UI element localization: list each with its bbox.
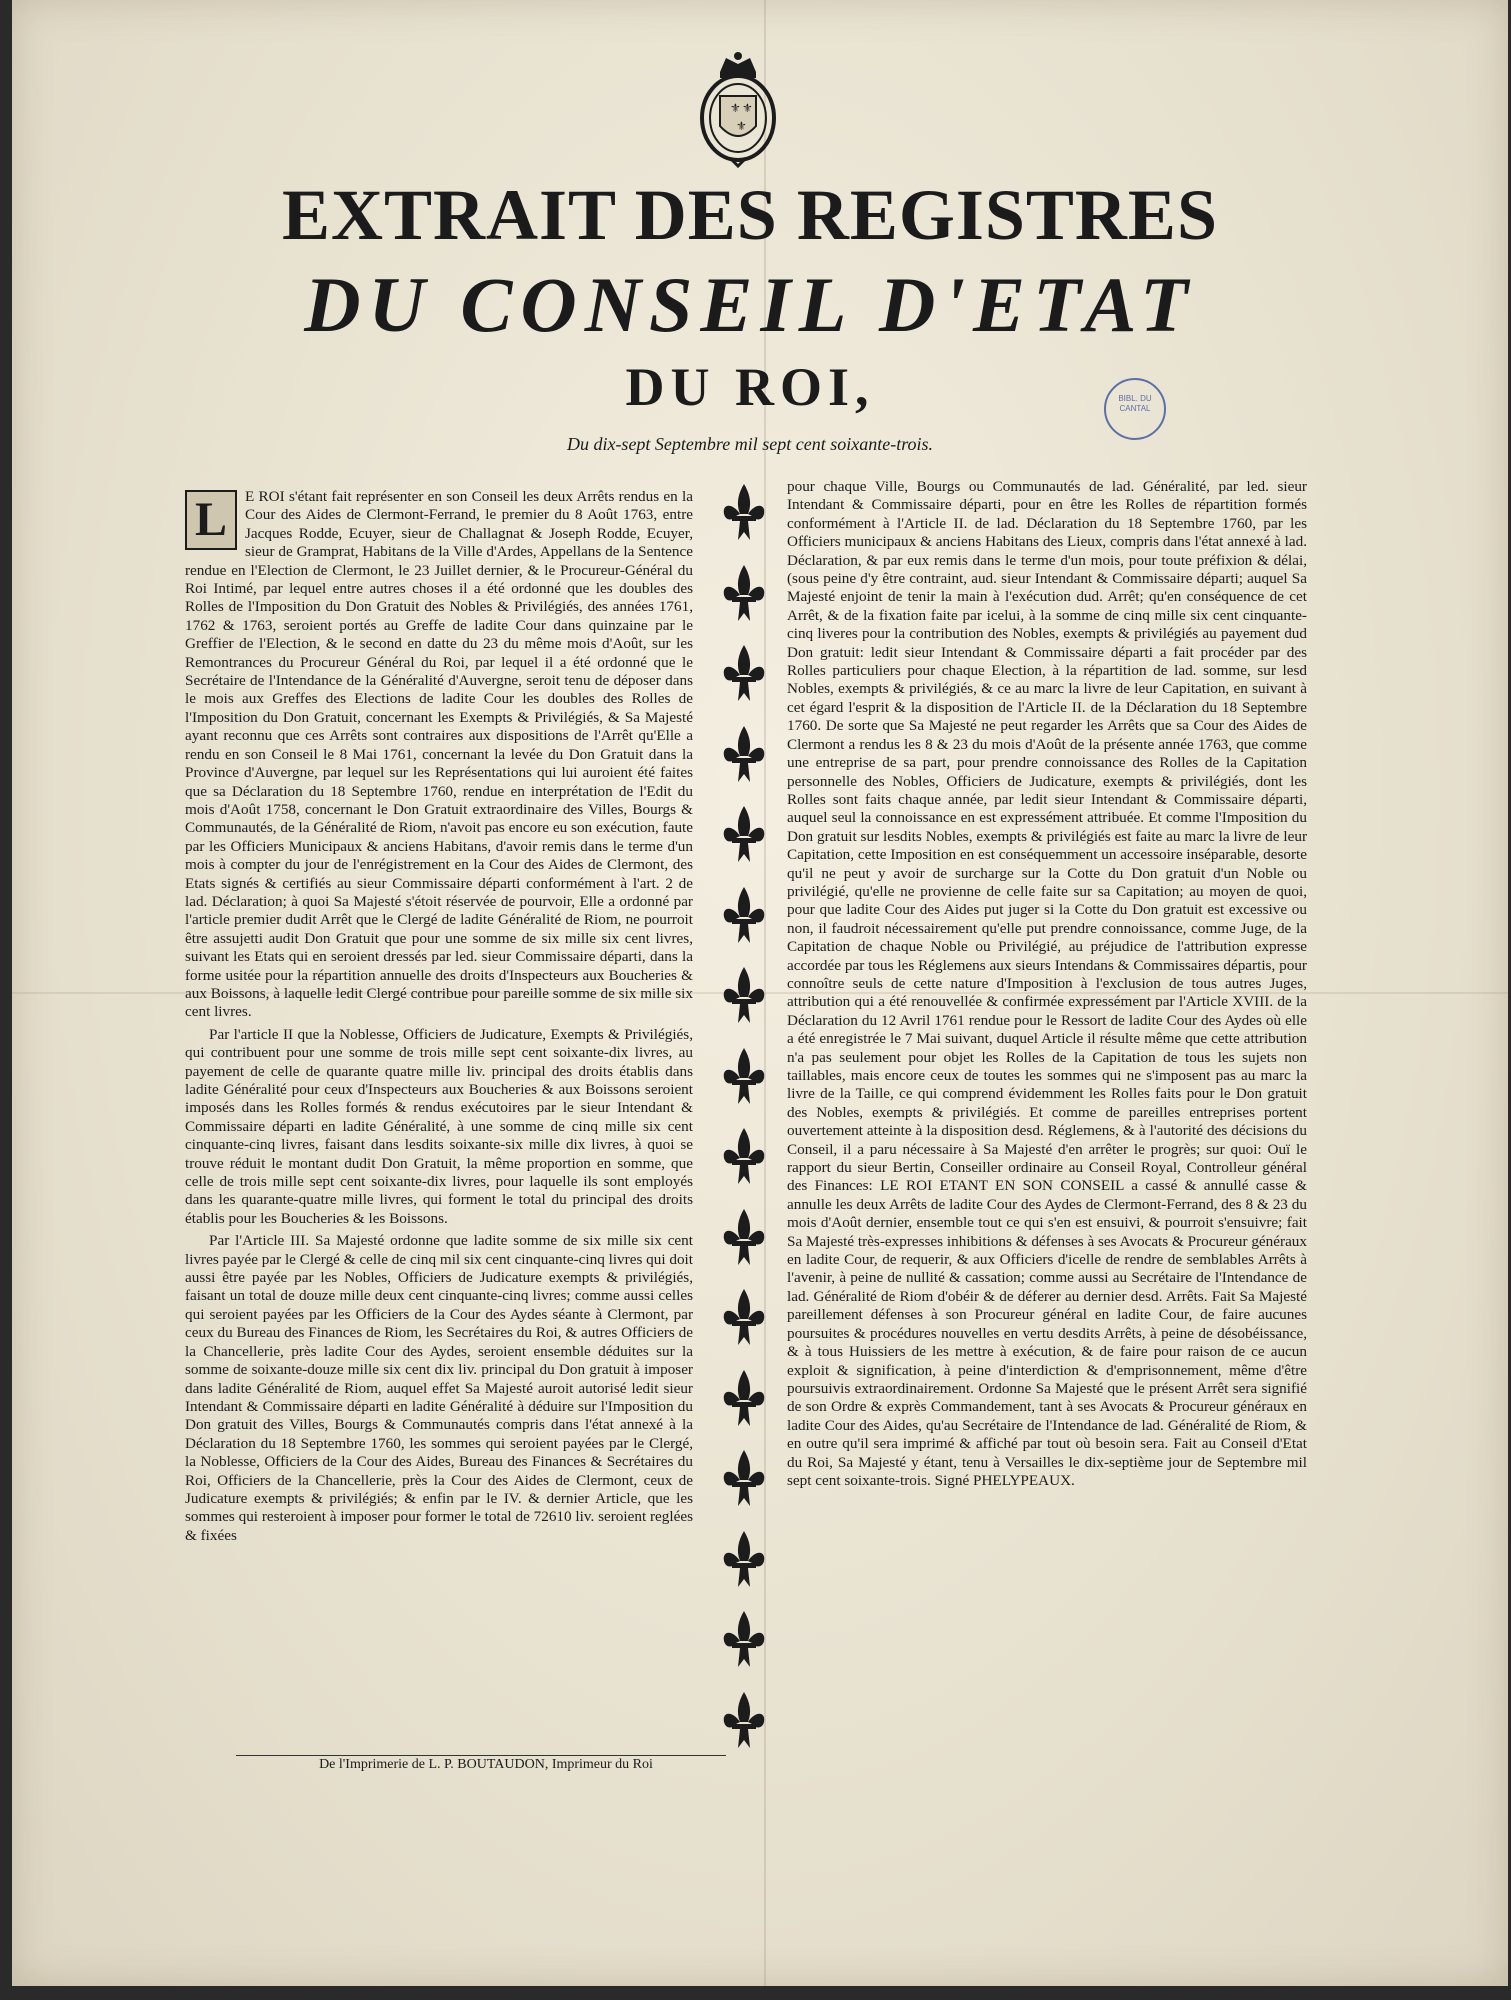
fleur-de-lis-icon — [720, 965, 768, 1029]
stamp-text: BIBL. DU CANTAL — [1118, 394, 1152, 413]
fleur-de-lis-icon — [720, 804, 768, 868]
dropcap: L — [185, 490, 237, 550]
right-paragraph: pour chaque Ville, Bourgs ou Communautés de lad. Généralité, par led. sieur Intendant & Commissaire départi, pour en être les Rolles de répartition formés conformément à l'Article II. de lad. Déclaration du 18 Septembre 1760, par les Officiers municipaux & anciens Habitans des Lieux, compris dans l'état annexé à lad. Déclaration, & par eux remis dans le terme d'un mois, pour toute préfixion & délai, (sous peine d'y être contraint, aud. sieur Intendant & Commissaire départi; auquel Sa Majesté enjoint de tenir la main à l'exécution dud. Arrêt; qu'en conséquence de cet Arrêt, & de la fixation faite par icelui, à la somme de cinq mille six cent cinquante-cinq liveres pour la contribution des Nobles, exempts & privilégiés au payement dud Don gratuit: ledit sieur Intendant & Commissaire départi a fait procéder par des Rolles particuliers pour chaque Election, à la répartition de lad. somme, sur lesd Nobles, exempts & privilégiés, & ce au marc la livre de leur Capitation, en suivant à cet égard l'esprit & la disposition de l'Article II. de la Déclaration du 18 Septembre 1760. De sorte que Sa Majesté ne peut regarder les Arrêts que sa Cour des Aides de Clermont a rendus les 8 & 23 du mois d'Août de la présente année 1763, que comme une entreprise de sa part, pour prendre connoissance des Rolles de la Capitation personnelle des Nobles, Officiers de Judicature, exempts & privilégiés, dont les Rolles sont faits chaque année, par ledit sieur Intendant & Commissaire départi, auquel seul la connoissance en est expressément attribuée. Et comme l'Imposition du Don gratuit sur lesdits Nobles, exempts & privilégiés est faite au marc la livre de leur Capitation, cette Imposition en est conséquemment un accessoire inséparable, desorte qu'il ne peut y avoir de surcharge sur la Cotte du Don gratuit d'un Noble ou privilégié, qu'elle ne provienne de celle faite sur sa Capitation; au moyen de quoi, pour que ladite Cour des Aides put juger si la Cotte du Don gratuit est excessive ou non, il faudroit nécessairement qu'elle put prendre connoissance, comme Juge, de la Capitation de chaque Noble ou Privilégié, au préjudice de l'attribution expresse accordée par tous les Réglemens aux sieurs Intendans & Commissaires départis, pour connoître seuls de cette nature d'Imposition à l'exclusion de tous autres Juges, attribution qui a été renouvellée & confirmée expressément par l'Article XVIII. de la Déclaration du 12 Avril 1761 rendue pour le Ressort de ladite Cour des Aydes où elle a été enregistrée le 7 Mai suivant, duquel Article il résulte même que cette attribution n'a pas seulement pour objet les Rolles de la Capitation de tous les sujets non taillables, mais encore ceux de toutes les sommes qui ne s'imposent pas au marc la livre de la Taille, ce qui comprend évidemment les Rolles faits pour le Don gratuit des Nobles, exempts & privilégiés. Et comme de pareilles entreprises portent ouvertement atteinte à la disposition desd. Réglemens, & à l'autorité des décisions du Conseil, il a paru nécessaire à Sa Majesté d'en arrêter le progrès; sur quoi: Ouï le rapport du sieur Bertin, Conseiller ordinaire au Conseil Royal, Controlleur général des Finances: LE ROI ETANT EN SON CONSEIL a cassé & annullé casse & annulle les deux Arrêts de ladite Cour des Aydes de Clermont-Ferrand, des 8 & 23 du mois d'Août dernier, ensemble tout ce qui s'en est ensuivi, & pourroit s'ensuivre; fait Sa Majesté très-expresses inhibitions & défenses à ses Avocats & Procureur généraux en ladite Cour, de requerir, & aux Officiers d'icelle de rendre de semblables Arrêts à l'avenir, à peine de nullité & cassation; comme aussi au Secrétaire de l'Intendance de lad. Généralité de Riom d'obéir & de déferer au dernier desd. Arrêts. Fait Sa Majesté pareillement défenses à son Procureur général en ladite Cour, de faire aucunes poursuites & procédures nouvelles en vertu desdits Arrêts, à peine de désobéissance, & à tous Huissiers de les mettre à exécution, & de faire pour raison de ce aucun exploit & signification, à peine d'interdiction & d'emprisonnement, même d'être poursuivis extraordinairement. Ordonne Sa Majesté que le présent Arrêt sera signifié de son Ordre & exprès Commandement, tant à ses Avocats & Procureur généraux en ladite Cour des Aides, qu'au Secrétaire de l'Intendance de lad. Généralité de Riom, & en outre qu'il sera imprimé & affiché par tout où besoin sera. Fait au Conseil d'Etat du Roi, Sa Majesté y étant, tenu à Versailles le dix-septième jour de Septembre mil sept cent soixante-trois. Signé PHELYPEAUX. — [787, 478, 1307, 1489]
fleur-de-lis-icon — [720, 643, 768, 707]
fleur-de-lis-icon — [720, 1609, 768, 1673]
fleur-de-lis-icon — [720, 1529, 768, 1593]
library-stamp — [1104, 378, 1166, 440]
left-paragraph — [185, 488, 693, 1022]
fleur-de-lis-icon — [720, 482, 768, 546]
fleur-de-lis-icon — [720, 1046, 768, 1110]
printer-imprint: De l'Imprimerie de L. P. BOUTAUDON, Imprimeur du Roi — [319, 1757, 653, 1772]
left-paragraph-text: E ROI s'étant fait représenter en son Conseil les deux Arrêts rendus en la Cour des Aides de Clermont-Ferrand, le premier du 8 Août 1763, entre Jacques Rodde, Ecuyer, sieur de Challagnat & Joseph Rodde, Ecuyer, sieur de Gramprat, Habitans de la Ville d'Ardes, Appellans de la Sentence rendue en l'Election de Clermont, le 23 Juillet dernier, & le Procureur-Général du Roi Intimé, par lequel entre autres choses il a été ordonné que les doubles des Rolles de l'Imposition du Don Gratuit des Nobles & Privilégiés, des années 1761, 1762 & 1763, seroient portés au Greffe de ladite Cour dans quinzaine par le Greffier de l'Election, & le second en datte du 23 du même mois d'Août, sur les Remontrances du Procureur Général du Roi, par lequel il a été ordonné que le Secrétaire de l'Intendance de la Généralité d'Auvergne, seroit tenu de déposer dans le mois aux Greffes des Elections de ladite Cour les doubles des Rolles de l'Imposition du Don Gratuit, concernant les Exempts & Privilégiés, & Sa Majesté ayant reconnu que ces Arrêts sont contraires aux dispositions de l'Arrêt qu'Elle a rendu en son Conseil le 8 Mai 1761, concernant la levée du Don Gratuit dans la Province d'Auvergne, par lequel sur les Représentations qui lui auroient été faites que sa Déclaration du 18 Septembre 1760, rendue en interprétation de l'Edit du mois d'Août 1758, concernant le Don Gratuit extraordinaire des Villes, Bourgs & Communautés, de la Généralité de Riom, n'avoit pas encore eu son exécution, faute par les Officiers Municipaux & anciens Habitans, d'avoir remis dans le terme d'un mois à compter du jour de l'enrégistrement en la Cour des Aides de Clermont, des Etats signés & certifiés au sieur Commissaire départi conformément à l'art. 2 de lad. Déclaration; à quoi Sa Majesté s'étoit réservée de pourvoir, Elle a ordonné par l'article premier dudit Arrêt que le Clergé de ladite Généralité de Riom, ne pourroit être assujetti audit Don Gratuit que pour une somme de six mille six cent livres, suivant les Etats qui en seroient dressés par led. sieur Commissaire départi, dans la forme usitée pour la répartition annuelle des droits d'Inspecteurs aux Boucheries & aux Boissons, à laquelle ledit Clergé contribue pour pareille somme de six mille six cent livres. — [185, 488, 693, 1021]
fleur-de-lis-icon — [720, 885, 768, 949]
fleur-de-lis-icon — [720, 1690, 768, 1754]
document-date: Du dix-sept Septembre mil sept cent soixante-trois. — [566, 434, 934, 454]
title-line-2: DU CONSEIL D'ETAT — [304, 261, 1196, 348]
fleur-de-lis-icon — [720, 724, 768, 788]
fleur-de-lis-icon — [720, 563, 768, 627]
left-column — [185, 488, 693, 1758]
right-column — [787, 478, 1307, 1760]
fleur-de-lis-icon — [720, 1287, 768, 1351]
imprint-rule — [236, 1755, 726, 1756]
title-line-1: EXTRAIT DES REGISTRES — [281, 175, 1218, 255]
fleur-de-lis-icon — [720, 1207, 768, 1271]
fleur-de-lis-border — [714, 478, 774, 1768]
left-paragraph: Par l'article II que la Noblesse, Officiers de Judicature, Exempts & Privilégiés, qui contribuent pour une somme de trois mille sept cent soixante-dix livres, au payement de celle de quarante quatre mille liv. principal des droits établis dans ladite Généralité pour ceux d'Inspecteurs aux Boucheries & aux Boissons seroient imposés dans les Rolles formés & rendus exécutoires par le sieur Intendant & Commissaire départi en ladite Généralité, à une somme de cinq mille six cent cinquante-cinq livres, faisant dans lesdits soixante-six mille dix livres, à quoi se trouve réduit le montant dudit Don Gratuit, la même proportion en somme, que celle de trois mille sept cent soixante-dix livres, pour laquelle ils sont employés dans les quarante-quatre mille livres, qui forment le total du principal des droits établis pour les Boucheries & les Boissons. — [185, 1025, 693, 1227]
fleur-de-lis-icon — [720, 1368, 768, 1432]
fleur-de-lis-icon — [720, 1448, 768, 1512]
fleur-de-lis-icon — [720, 1126, 768, 1190]
left-paragraph: Par l'Article III. Sa Majesté ordonne que ladite somme de six mille six cent livres payée par le Clergé & celle de cinq mil six cent cinquante-cinq livres qui doit aussi être payée par les Nobles, Officiers de Judicature exempts & privilégiés, faisant un total de douze mille deux cent cinquante-cinq livres; comme aussi celles qui seroient payées par les Officiers de la Cour des Aydes séante à Clermont, par ceux du Bureau des Finances de Riom, les Secrétaires du Roi, & autres Officiers de la Chancellerie, près ladite Cour des Aydes, seroient ensemble déduites sur la somme de soixante-douze mille six cent dix liv. principal du Don gratuit à imposer dans ladite Généralité de Riom, auquel effet Sa Majesté auroit autorisé ledit sieur Intendant & Commissaire départi en ladite Généralité à déduire sur l'Imposition du Don gratuit des Villes, Bourgs & Communautés compris dans l'état annexé à la Déclaration du 18 Septembre 1760, les sommes qui seroient payées par le Clergé, la Noblesse, Officiers de la Cour des Aides, Bureau des Finances & Secrétaires du Roi, Officiers de la Chancellerie, près la Cour des Aides de Clermont, ceux de Judicature exempts & privilégiés; & enfin par le IV. & dernier Article, que les sommes qui resteroient à imposer pour former le total de 72610 liv. seroient reglées & fixées — [185, 1232, 693, 1544]
svg-text:⚜: ⚜ — [730, 101, 741, 115]
svg-text:⚜: ⚜ — [742, 101, 753, 115]
royal-crest-icon — [690, 50, 786, 168]
title-line-3: DU ROI, — [625, 357, 875, 417]
svg-text:⚜: ⚜ — [736, 119, 747, 133]
